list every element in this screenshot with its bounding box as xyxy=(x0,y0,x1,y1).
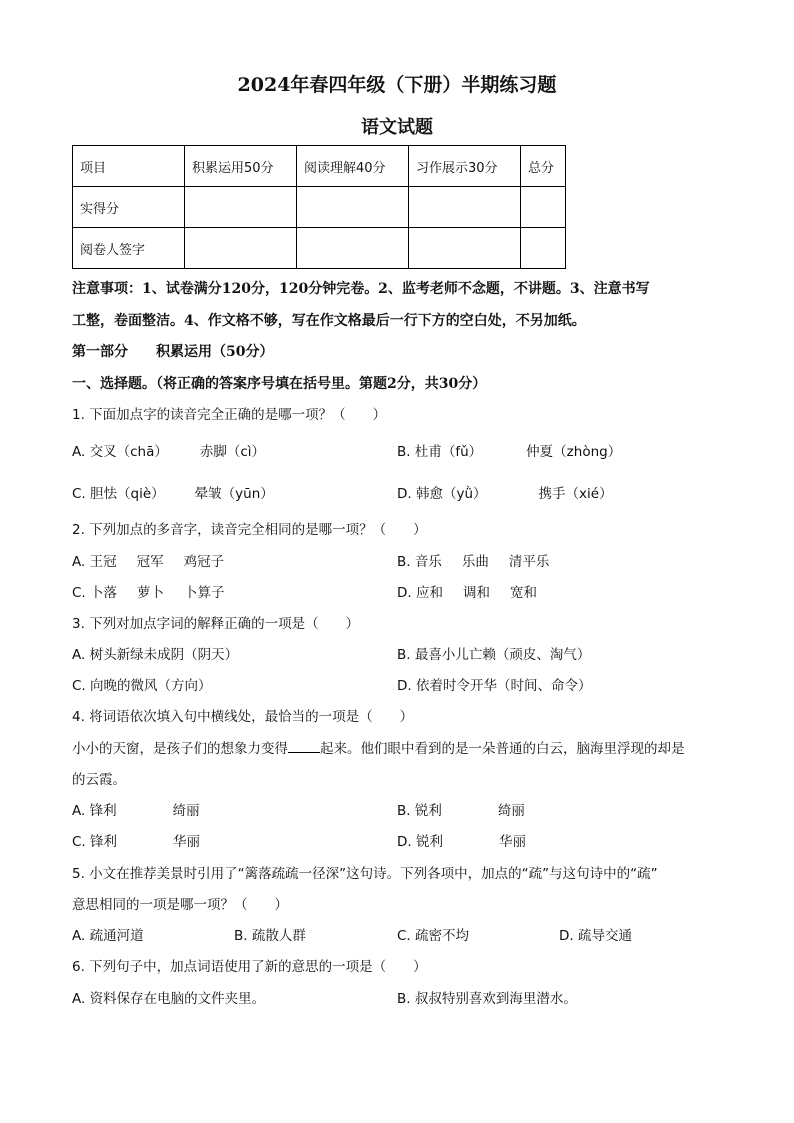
option-b[interactable]: B. 杜甫（fǔ） 仲夏（zhòng） xyxy=(397,444,622,460)
option-a[interactable]: A. 资料保存在电脑的文件夹里。 xyxy=(72,991,266,1007)
part-label: 第一部分 xyxy=(72,344,128,360)
option-a[interactable]: A. 疏通河道 xyxy=(72,928,144,944)
score-table-header-row xyxy=(73,146,566,187)
score-header-writing: 习作展示30分 xyxy=(409,146,521,187)
score-header-accumulation: 积累运用50分 xyxy=(185,146,297,187)
option-d[interactable]: D. 应和 调和 宽和 xyxy=(397,585,537,601)
option-d[interactable]: D. 锐利 华丽 xyxy=(397,834,526,850)
question-stem: 6. 下列句子中，加点词语使用了新的意思的一项是（ ） xyxy=(72,959,427,975)
option-c[interactable]: C. 胆怯（qiè） 晕皱（yūn） xyxy=(72,486,274,502)
question-passage: 小小的天窗，是孩子们的想象力变得 起来。他们眼中看到的是一朵普通的白云，脑海里浮现的却是 xyxy=(72,741,685,757)
option-d[interactable]: D. 依着时令开华（时间、命令） xyxy=(397,678,592,694)
part-heading xyxy=(72,341,273,361)
score-table xyxy=(72,145,566,269)
exam-title: 2024年春四年级（下册）半期练习题 xyxy=(237,74,557,96)
option-b[interactable]: B. 疏散人群 xyxy=(234,928,306,944)
option-d[interactable]: D. 疏导交通 xyxy=(559,928,632,944)
option-b[interactable]: B. 叔叔特别喜欢到海里潜水。 xyxy=(397,991,577,1007)
question-passage: 的云霞。 xyxy=(72,772,126,788)
option-a[interactable]: A. 王冠 冠军 鸡冠子 xyxy=(72,554,225,570)
question-stem: 2. 下列加点的多音字，读音完全相同的是哪一项？（ ） xyxy=(72,522,427,538)
option-a[interactable]: A. 交叉（chā） 赤脚（cì） xyxy=(72,444,266,460)
question-stem: 1. 下面加点字的读音完全正确的是哪一项？（ ） xyxy=(72,407,387,423)
question-stem: 5. 小文在推荐美景时引用了“篱落疏疏一径深”这句诗。下列各项中，加点的“疏”与这句诗中的“疏” xyxy=(72,866,658,882)
option-b[interactable]: B. 最喜小儿亡赖（顽皮、淘气） xyxy=(397,647,591,663)
signature-cell[interactable] xyxy=(409,228,521,269)
option-a[interactable]: A. 锋利 绮丽 xyxy=(72,803,200,819)
score-table-row xyxy=(73,228,566,269)
score-header-total: 总分 xyxy=(521,146,566,187)
signature-cell[interactable] xyxy=(521,228,566,269)
score-row-label: 阅卷人签字 xyxy=(73,228,185,269)
option-c[interactable]: C. 锋利 华丽 xyxy=(72,834,201,850)
score-row-label: 实得分 xyxy=(73,187,185,228)
notice-line-1: 注意事项：1、试卷满分120分，120分钟完卷。2、监考老师不念题，不讲题。3、注意书写 xyxy=(72,281,650,297)
fill-blank[interactable] xyxy=(288,740,320,753)
option-b[interactable]: B. 音乐 乐曲 清平乐 xyxy=(397,554,550,570)
score-header-item: 项目 xyxy=(73,146,185,187)
question-stem: 3. 下列对加点字词的解释正确的一项是（ ） xyxy=(72,616,360,632)
option-c[interactable]: C. 向晚的微风（方向） xyxy=(72,678,212,694)
option-a[interactable]: A. 树头新绿未成阴（阴天） xyxy=(72,647,239,663)
signature-cell[interactable] xyxy=(297,228,409,269)
score-cell[interactable] xyxy=(185,187,297,228)
score-cell[interactable] xyxy=(409,187,521,228)
score-cell[interactable] xyxy=(297,187,409,228)
part-name: 积累运用（50分） xyxy=(156,344,274,360)
score-cell[interactable] xyxy=(521,187,566,228)
exam-subject: 语文试题 xyxy=(361,117,433,138)
signature-cell[interactable] xyxy=(185,228,297,269)
option-d[interactable]: D. 韩愈（yǜ） 携手（xié） xyxy=(397,486,613,502)
score-header-reading: 阅读理解40分 xyxy=(297,146,409,187)
score-table-row xyxy=(73,187,566,228)
section-heading: 一、选择题。（将正确的答案序号填在括号里。第题2分，共30分） xyxy=(72,376,487,392)
question-stem-continued: 意思相同的一项是哪一项？（ ） xyxy=(72,897,288,913)
notice-line-2: 工整，卷面整洁。4、作文格不够，写在作文格最后一行下方的空白处，不另加纸。 xyxy=(72,313,586,329)
option-b[interactable]: B. 锐利 绮丽 xyxy=(397,803,525,819)
question-stem: 4. 将词语依次填入句中横线处，最恰当的一项是（ ） xyxy=(72,709,414,725)
option-c[interactable]: C. 疏密不均 xyxy=(397,928,470,944)
option-c[interactable]: C. 卜落 萝卜 卜算子 xyxy=(72,585,225,601)
